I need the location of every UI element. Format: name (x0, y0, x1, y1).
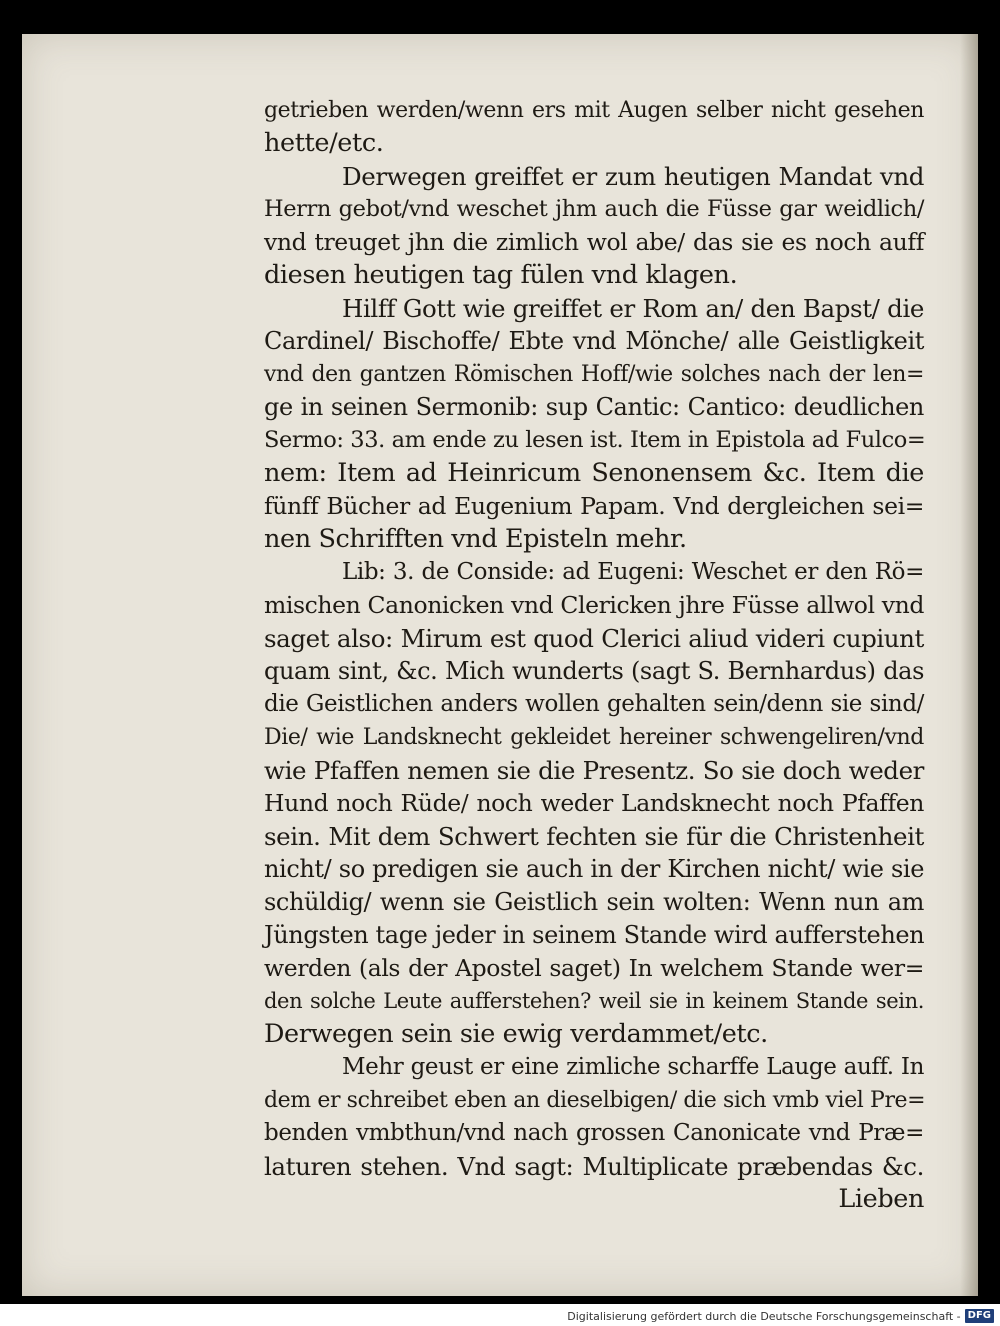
text-line: Sermo: 33. am ende zu lesen ist. Item in Epistola ad Fulco= (264, 427, 926, 453)
text-line: werden (als der Apostel saget) In welchem Stande wer= (264, 954, 924, 982)
text-line: Derwegen greiffet er zum heutigen Mandat vnd (342, 162, 924, 191)
funding-text: Digitalisierung gefördert durch die Deutsche Forschungsgemeinschaft - (567, 1309, 961, 1323)
page-text (264, 94, 924, 1216)
text-line: Hilff Gott wie greiffet er Rom an/ den Bapst/ die (342, 294, 924, 323)
text-line: vnd treuget jhn die zimlich wol abe/ das sie es noch auff (264, 228, 924, 256)
text-line: fünff Bücher ad Eugenium Papam. Vnd dergleichen sei= (264, 492, 924, 520)
text-line: getrieben werden/wenn ers mit Augen selber nicht gesehen (264, 98, 924, 123)
text-line: mischen Canonicken vnd Clericken jhre Füsse allwol vnd (264, 591, 924, 619)
text-line: schüldig/ wenn sie Geistlich sein wolten: Wenn nun am (264, 888, 924, 916)
book-page (22, 34, 978, 1296)
text-line: benden vmbthun/vnd nach grossen Canonicate vnd Præ= (264, 1120, 924, 1146)
text-line: ge in seinen Sermonib: sup Cantic: Cantico: deudlichen (264, 393, 924, 421)
text-line: Lib: 3. de Conside: ad Eugeni: Weschet er den Rö= (342, 559, 924, 585)
text-line: nen Schrifften vnd Episteln mehr. (264, 524, 687, 554)
text-line: sein. Mit dem Schwert fechten sie für die Christenheit (264, 822, 924, 851)
text-line: Derwegen sein sie ewig verdammet/etc. (264, 1019, 768, 1049)
text-line: den solche Leute aufferstehen? weil sie in keinem Stande sein. (264, 989, 924, 1013)
text-line: dem er schreibet eben an dieselbigen/ die sich vmb viel Pre= (264, 1088, 926, 1113)
dfg-logo: DFG (965, 1309, 994, 1323)
text-line: Hund noch Rüde/ noch weder Landsknecht noch Pfaffen (264, 789, 924, 817)
text-line: die Geistlichen anders wollen gehalten sein/denn sie sind/ (264, 691, 924, 717)
text-line: laturen stehen. Vnd sagt: Multiplicate præbendas &c. (264, 1152, 924, 1181)
funding-footer (567, 1308, 994, 1324)
text-line: Cardinel/ Bischoffe/ Ebte vnd Mönche/ alle Geistligkeit (264, 327, 924, 355)
text-line: wie Pfaffen nemen sie die Presentz. So sie doch weder (264, 756, 924, 785)
text-line: Die/ wie Landsknecht gekleidet hereiner schwengeliren/vnd (264, 725, 924, 750)
text-line: hette/etc. (264, 128, 384, 158)
text-line: quam sint, &c. Mich wunderts (sagt S. Bernhardus) das (264, 657, 924, 685)
text-line: Mehr geust er eine zimliche scharffe Lauge auff. In (342, 1054, 924, 1080)
text-line: saget also: Mirum est quod Clerici aliud videri cupiunt (264, 624, 924, 653)
catchword: Lieben (838, 1184, 924, 1214)
text-line: Herrn gebot/vnd weschet jhm auch die Füsse gar weidlich/ (264, 196, 924, 222)
text-line: nicht/ so predigen sie auch in der Kirchen nicht/ wie sie (264, 855, 924, 883)
text-line: diesen heutigen tag fülen vnd klagen. (264, 260, 738, 290)
text-line: vnd den gantzen Römischen Hoff/wie solches nach der len= (264, 362, 924, 387)
text-line: nem: Item ad Heinricum Senonensem &c. Item die (264, 458, 924, 488)
text-line: Jüngsten tage jeder in seinem Stande wird aufferstehen (264, 921, 925, 949)
